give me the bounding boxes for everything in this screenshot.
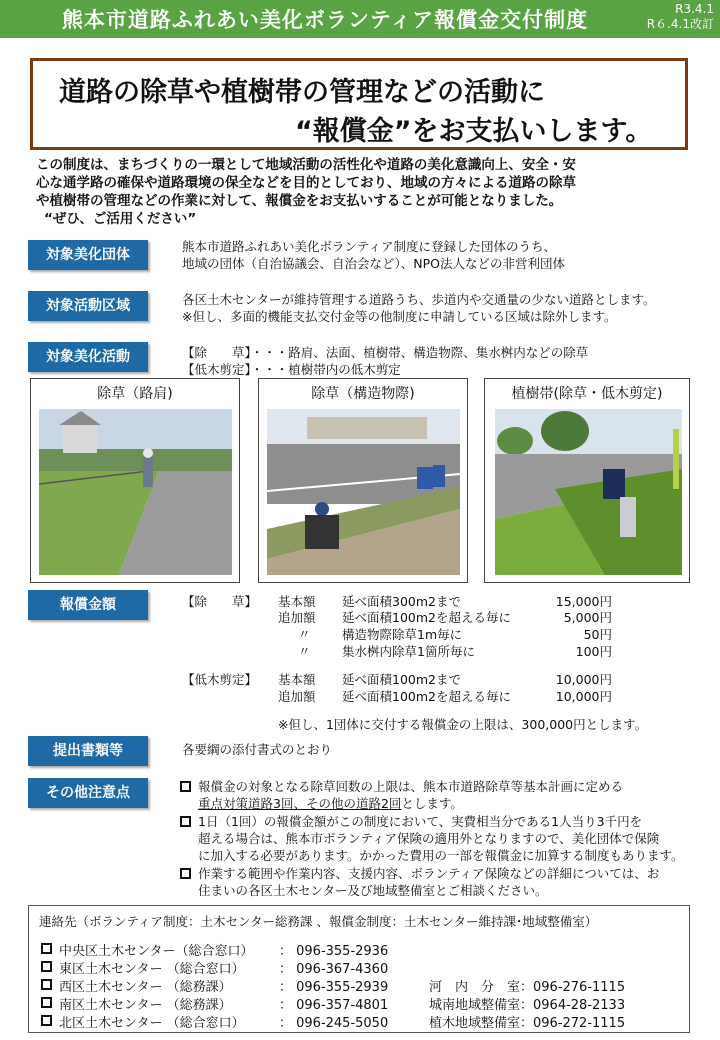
photo-card-structure xyxy=(258,378,468,583)
reward-amount: 100円 xyxy=(575,644,612,659)
checkbox-square-icon xyxy=(41,961,52,972)
contact-row xyxy=(29,994,689,1011)
reward-type: 基本額 xyxy=(278,594,316,609)
reward-desc: 構造物際除草1m毎に xyxy=(342,627,463,642)
checkbox-square-icon xyxy=(180,781,191,792)
reward-amount: 10,000円 xyxy=(555,672,612,687)
reward-row xyxy=(0,670,612,687)
reward-amount: 5,000円 xyxy=(563,610,612,625)
label-reward: 報償金額 xyxy=(28,590,148,620)
target-group-text xyxy=(182,238,565,272)
note-2-line-1: 1日（1回）の報償金額がこの制度において、実費相当分である1人当り3千円を xyxy=(198,814,643,829)
target-group-line-1: 熊本市道路ふれあい美化ボランティア制度に登録した団体のうち、 xyxy=(182,239,557,254)
note-1-line-1: 報償金の対象となる除草回数の上限は、熊本市道路除草等基本計画に定める xyxy=(198,779,624,794)
reward-type: 追加額 xyxy=(278,689,316,704)
note-item-2 xyxy=(180,813,700,864)
note-1-line-2 xyxy=(198,795,700,812)
note-3-line-2: 住まいの各区土木センター及び地域整備室とご相談ください。 xyxy=(198,883,548,898)
target-activity-line-2: 【低木剪定】・・・植樹帯内の低木剪定 xyxy=(182,362,401,377)
contact-row xyxy=(29,940,689,957)
checkbox-square-icon xyxy=(41,979,52,990)
contact-row xyxy=(29,958,689,975)
intro-slogan: “ぜひ、ご活用ください” xyxy=(44,211,197,227)
contact-phone: ： 096-357-4801 xyxy=(279,998,389,1013)
note-item-3 xyxy=(180,865,700,899)
reward-desc: 延べ面積300m2まで xyxy=(342,594,461,609)
contact-office-name: 南区土木センター （総務課） xyxy=(59,998,232,1013)
label-target-activity: 対象美化活動 xyxy=(28,342,148,372)
revision-info xyxy=(647,2,714,32)
note-2-line-3: に加入する必要があります。かかった費用の一部を報償金に加算する制度もあります。 xyxy=(198,848,684,863)
reward-row xyxy=(0,608,612,625)
photo-caption-planting: 植樹帯(除草・低木剪定) xyxy=(511,386,663,402)
page-title: 熊本市道路ふれあい美化ボランティア報償金交付制度 xyxy=(61,8,589,32)
contact-phone: ： 096-355-2936 xyxy=(279,944,389,959)
note-item-1 xyxy=(180,778,700,812)
reward-row xyxy=(0,592,612,609)
note-3-line-1: 作業する範囲や作業内容、支援内容、ボランティア保険などの詳細については、お xyxy=(198,866,660,881)
reward-amount: 15,000円 xyxy=(555,594,612,609)
label-target-group: 対象美化団体 xyxy=(28,240,148,270)
reward-type: 追加額 xyxy=(278,610,316,625)
photo-caption-roadside: 除草（路肩) xyxy=(97,386,173,402)
checkbox-square-icon xyxy=(41,997,52,1008)
intro-text xyxy=(36,156,690,228)
contact-office-name: 東区土木センター （総合窓口） xyxy=(59,962,245,977)
reward-desc: 延べ面積100m2まで xyxy=(342,672,461,687)
contact-office-name: 西区土木センター （総務課） xyxy=(59,980,232,995)
contact-phone: ： 096-367-4360 xyxy=(279,962,389,977)
header-bar xyxy=(0,0,720,38)
target-activity-text xyxy=(182,344,588,378)
intro-line-1: この制度は、まちづくりの一環として地域活動の活性化や道路の美化意識向上、安全・安 xyxy=(36,157,576,173)
target-group-line-2: 地域の団体（自治協議会、自治会など）、NPO法人などの非営利団体 xyxy=(182,256,565,271)
target-area-line-1: 各区土木センターが維持管理する道路うち、歩道内や交通量の少ない道路とします。 xyxy=(182,292,656,307)
contact-title: 連絡先（ボランティア制度：土木センター総務課 、報償金制度：土木センター維持課･地域整備室） xyxy=(39,914,598,929)
reward-desc: 延べ面積100m2を超える毎に xyxy=(342,610,511,625)
target-area-text xyxy=(182,291,656,325)
checkbox-square-icon xyxy=(180,816,191,827)
reward-type: 〃 xyxy=(298,644,311,659)
contact-phone: ： 096-355-2939 xyxy=(279,980,389,995)
revision-date-2: R６.4.1改訂 xyxy=(646,17,714,31)
photo-roadside-image xyxy=(39,409,232,575)
label-target-area: 対象活動区域 xyxy=(28,291,148,321)
intro-line-2: 心な通学路の確保や道路環境の保全などを目的としており、地域の方々による道路の除草 xyxy=(36,175,576,191)
photo-card-planting xyxy=(484,378,690,583)
label-notes: その他注意点 xyxy=(28,778,148,808)
reward-amount: 10,000円 xyxy=(555,689,612,704)
contact-sub-office: 城南地域整備室：0964-28-2133 xyxy=(429,998,626,1013)
photo-planting-image xyxy=(495,409,682,575)
photo-caption-structure: 除草（構造物際) xyxy=(311,386,415,402)
checkbox-square-icon xyxy=(41,1015,52,1026)
headline-box xyxy=(30,58,688,150)
contact-row xyxy=(29,1012,689,1029)
photo-card-roadside xyxy=(30,378,240,583)
headline-line-2: “報償金”をお支払いします。 xyxy=(295,116,653,147)
contact-box xyxy=(28,905,690,1033)
headline-line-1: 道路の除草や植樹帯の管理などの活動に xyxy=(59,77,545,108)
reward-amount: 50円 xyxy=(583,627,612,642)
reward-desc: 集水桝内除草1箇所毎に xyxy=(342,644,475,659)
contact-phone: ： 096-245-5050 xyxy=(279,1016,389,1031)
contact-office-name: 北区土木センター （総合窓口） xyxy=(59,1016,245,1031)
note-2-line-2: 超える場合は、熊本市ボランティア保険の適用外となりますので、美化団体で保険 xyxy=(198,831,660,846)
documents-text: 各要綱の添付書式のとおり xyxy=(182,742,333,757)
note-1-rest: とします。 xyxy=(401,796,463,811)
contact-sub-office: 植木地域整備室：096-272-1115 xyxy=(429,1016,626,1031)
note-1-underlined: 重点対策道路3回、その他の道路2回 xyxy=(198,796,402,811)
reward-row xyxy=(0,642,612,659)
target-area-line-2: ※但し、多面的機能支払交付金等の他制度に申請している区域は除外します。 xyxy=(182,309,617,324)
contact-office-name: 中央区土木センター（総合窓口） xyxy=(59,944,254,959)
reward-weeding-category: 【除 草】 xyxy=(182,594,258,609)
contact-sub-office: 河 内 分 室：096-276-1115 xyxy=(429,980,626,995)
label-documents: 提出書類等 xyxy=(28,736,148,766)
reward-pruning-category: 【低木剪定】 xyxy=(182,672,258,687)
reward-cap-note: ※但し、1団体に交付する報償金の上限は、300,000円とします。 xyxy=(278,717,648,732)
checkbox-square-icon xyxy=(180,868,191,879)
target-activity-line-1: 【除 草】・・・路肩、法面、植樹帯、構造物際、集水桝内などの除草 xyxy=(182,345,589,360)
contact-row xyxy=(29,976,689,993)
photo-structure-image xyxy=(267,409,460,575)
intro-line-3: や植樹帯の管理などの作業に対して、報償金をお支払いすることが可能となりました。 xyxy=(36,193,563,209)
reward-type: 基本額 xyxy=(278,672,316,687)
reward-row xyxy=(0,687,612,704)
reward-row xyxy=(0,625,612,642)
checkbox-square-icon xyxy=(41,943,52,954)
revision-date-1: R3.4.1 xyxy=(675,2,714,16)
reward-type: 〃 xyxy=(298,627,311,642)
reward-desc: 延べ面積100m2を超える毎に xyxy=(342,689,511,704)
